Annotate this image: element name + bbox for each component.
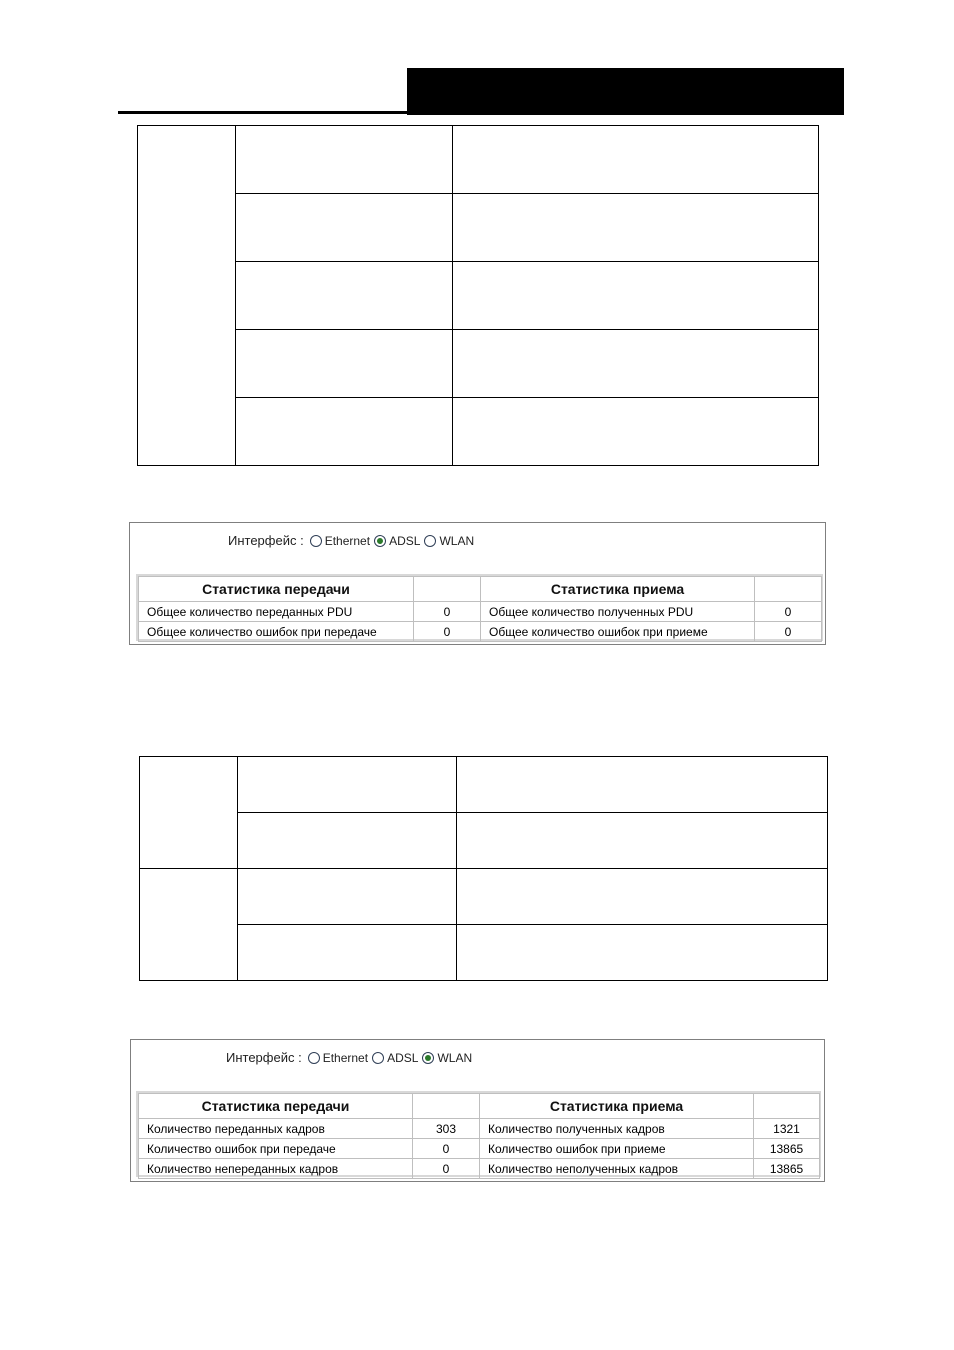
wlan-stats-table [138,1093,820,1179]
rx-label: Количество полученных кадров [480,1119,754,1139]
tx-label: Количество переданных кадров [139,1119,413,1139]
radio-label: Ethernet [322,1050,369,1065]
table-cell [236,330,453,398]
rx-header: Статистика приема [480,1094,754,1119]
radio-label: WLAN [437,1050,473,1065]
rx-value-header [755,577,822,602]
radio-icon [424,535,436,547]
table-cell [457,925,828,981]
header-rule [118,111,408,114]
tx-label: Общее количество переданных PDU [139,602,414,622]
tx-value: 0 [413,1159,480,1179]
rx-header: Статистика приема [481,577,755,602]
rx-label: Общее количество ошибок при приеме [481,622,755,642]
tx-value: 0 [413,1139,480,1159]
tx-header: Статистика передачи [139,577,414,602]
tx-header: Статистика передачи [139,1094,413,1119]
radio-icon [372,1052,384,1064]
header-black-bar [407,68,844,115]
table-cell [453,330,819,398]
adsl-statistics-panel [129,522,826,645]
radio-icon [310,535,322,547]
tx-value: 0 [414,622,481,642]
table-cell [453,262,819,330]
tx-value-header [413,1094,480,1119]
stats-frame [136,574,823,641]
description-table-2 [139,756,828,981]
radio-adsl[interactable] [374,534,420,548]
radio-checked-icon [374,535,386,547]
tx-value: 303 [413,1119,480,1139]
rx-label: Общее количество полученных PDU [481,602,755,622]
table-cell [140,869,238,981]
tx-value: 0 [414,602,481,622]
table-cell [236,194,453,262]
rx-value: 0 [755,602,822,622]
table-row [139,1139,820,1159]
stats-frame [136,1091,821,1177]
table-cell [238,925,457,981]
radio-icon [308,1052,320,1064]
table-cell [236,262,453,330]
tx-value-header [414,577,481,602]
tx-label: Количество непереданных кадров [139,1159,413,1179]
rx-value-header [754,1094,820,1119]
rx-value: 1321 [754,1119,820,1139]
table-cell [238,869,457,925]
tx-label: Общее количество ошибок при передаче [139,622,414,642]
table-cell [140,757,238,869]
radio-checked-icon [422,1052,434,1064]
interface-label: Интерфейс : [226,1050,302,1065]
table-row [139,1159,820,1179]
radio-wlan[interactable] [424,534,474,548]
tx-label: Количество ошибок при передаче [139,1139,413,1159]
rx-label: Количество неполученных кадров [480,1159,754,1179]
rx-value: 13865 [754,1139,820,1159]
table-cell [457,869,828,925]
table-cell [453,398,819,466]
table-row [139,1119,820,1139]
table-row [139,602,822,622]
rx-value: 0 [755,622,822,642]
rx-value: 13865 [754,1159,820,1179]
radio-wlan[interactable] [422,1051,472,1065]
adsl-stats-table [138,576,822,642]
radio-label: ADSL [389,533,421,548]
rx-label: Количество ошибок при приеме [480,1139,754,1159]
table-cell [457,813,828,869]
interface-label: Интерфейс : [228,533,304,548]
table-row [139,622,822,642]
radio-adsl[interactable] [372,1051,418,1065]
table-cell [453,126,819,194]
table-cell [236,398,453,466]
description-table-1 [137,125,819,466]
table-cell [457,757,828,813]
radio-label: WLAN [439,533,475,548]
table-cell [453,194,819,262]
interface-selector [226,1050,476,1065]
table-cell [236,126,453,194]
table-cell [238,813,457,869]
radio-label: ADSL [387,1050,419,1065]
radio-label: Ethernet [324,533,371,548]
table-cell [238,757,457,813]
radio-ethernet[interactable] [308,1051,368,1065]
interface-selector [228,533,478,548]
wlan-statistics-panel [130,1039,825,1182]
radio-ethernet[interactable] [310,534,370,548]
table-cell [138,126,236,466]
